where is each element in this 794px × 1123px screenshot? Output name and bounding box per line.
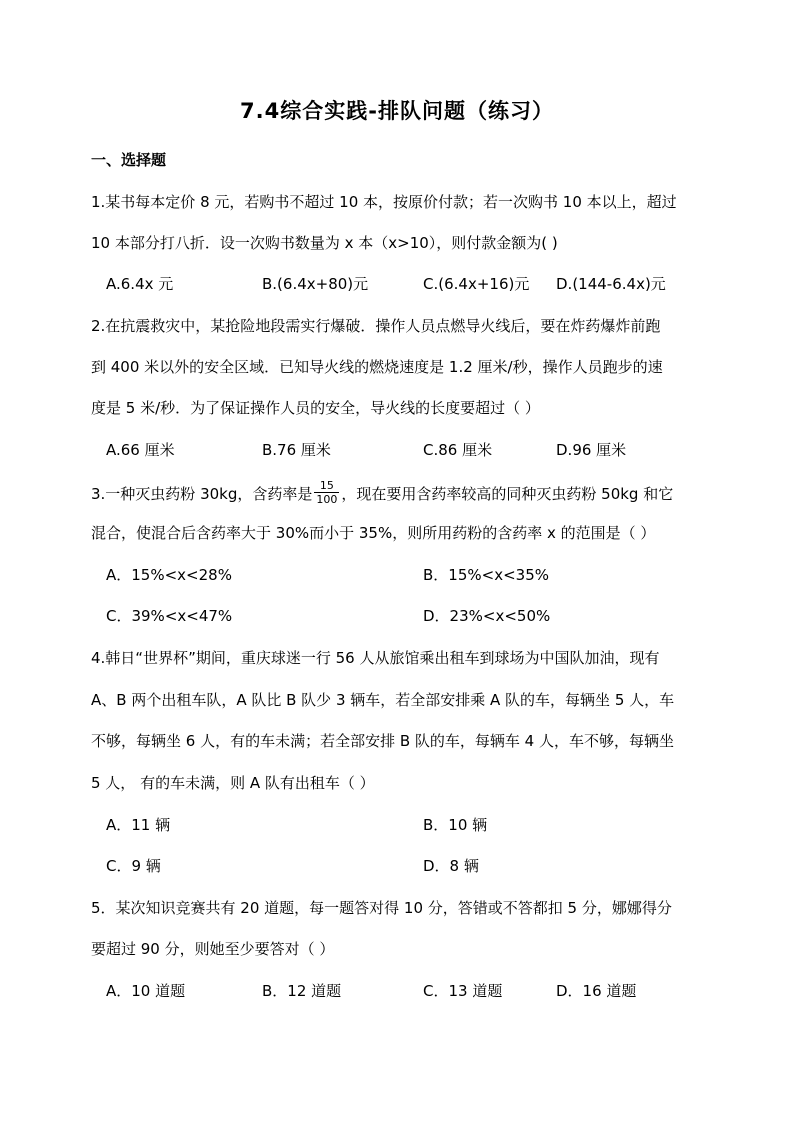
- q2-option-a: A.66 厘米: [106, 441, 175, 459]
- q1-line-2: 10 本部分打八折．设一次购书数量为 x 本（x>10），则付款金额为( ): [91, 234, 558, 252]
- q4-line-2: A、B 两个出租车队，A 队比 B 队少 3 辆车，若全部安排乘 A 队的车，每辆坐 5 人，车: [91, 691, 675, 709]
- q1-line-1: 1.某书每本定价 8 元，若购书不超过 10 本，按原价付款；若一次购书 10 本以上，超过: [91, 193, 677, 211]
- q2-line-3: 度是 5 米/秒．为了保证操作人员的安全，导火线的长度要超过（ ）: [91, 399, 540, 417]
- q2-line-2: 到 400 米以外的安全区域．已知导火线的燃烧速度是 1.2 厘米/秒，操作人员跑步的速: [91, 358, 663, 376]
- q5-option-a: A．10 道题: [106, 982, 186, 1000]
- fraction: [314, 479, 339, 506]
- q5-line-2: 要超过 90 分，则她至少要答对（ ）: [91, 940, 335, 958]
- q4-option-b: B．10 辆: [423, 816, 488, 834]
- q5-option-c: C．13 道题: [423, 982, 503, 1000]
- q3-option-a: A．15%<x<28%: [106, 566, 232, 584]
- q2-option-c: C.86 厘米: [423, 441, 493, 459]
- q3-line-1-start: 3.一种灭虫药粉 30kg，含药率是: [91, 485, 313, 503]
- q4-line-1: 4.韩日“世界杯”期间，重庆球迷一行 56 人从旅馆乘出租车到球场为中国队加油，现有: [91, 649, 660, 667]
- q3-option-b: B．15%<x<35%: [423, 566, 549, 584]
- q4-line-3: 不够，每辆坐 6 人，有的车未满；若全部安排 B 队的车，每辆车 4 人，车不够，每辆坐: [91, 732, 674, 750]
- q3-option-c: C．39%<x<47%: [106, 607, 233, 625]
- q2-option-b: B.76 厘米: [262, 441, 331, 459]
- q3-line-2: 混合，使混合后含药率大于 30%而小于 35%，则所用药粉的含药率 x 的范围是（ ）: [91, 524, 656, 542]
- q4-option-a: A．11 辆: [106, 816, 171, 834]
- q4-option-d: D．8 辆: [423, 857, 479, 875]
- q4-line-4: 5 人， 有的车未满，则 A 队有出租车（ ）: [91, 774, 375, 792]
- q1-option-d: D.(144-6.4x)元: [556, 275, 666, 293]
- fraction-denominator: 100: [316, 493, 338, 506]
- fraction-numerator: 15: [314, 479, 339, 493]
- q3-option-d: D．23%<x<50%: [423, 607, 551, 625]
- q4-option-c: C．9 辆: [106, 857, 161, 875]
- q5-line-1: 5．某次知识竞赛共有 20 道题，每一题答对得 10 分，答错或不答都扣 5 分，娜娜得分: [91, 899, 672, 917]
- q2-line-1: 2.在抗震救灾中，某抢险地段需实行爆破．操作人员点燃导火线后，要在炸药爆炸前跑: [91, 317, 661, 335]
- q1-option-b: B.(6.4x+80)元: [262, 275, 369, 293]
- q5-option-b: B．12 道题: [262, 982, 342, 1000]
- q5-option-d: D．16 道题: [556, 982, 637, 1000]
- section-heading: 一、选择题: [91, 151, 167, 169]
- q1-option-a: A.6.4x 元: [106, 275, 174, 293]
- q2-option-d: D.96 厘米: [556, 441, 627, 459]
- page-title: 7.4综合实践-排队问题（练习）: [240, 99, 554, 123]
- q3-line-1: [91, 481, 673, 508]
- q3-line-1-end: ，现在要用含药率较高的同种灭虫药粉 50kg 和它: [341, 485, 674, 503]
- q1-option-c: C.(6.4x+16)元: [423, 275, 530, 293]
